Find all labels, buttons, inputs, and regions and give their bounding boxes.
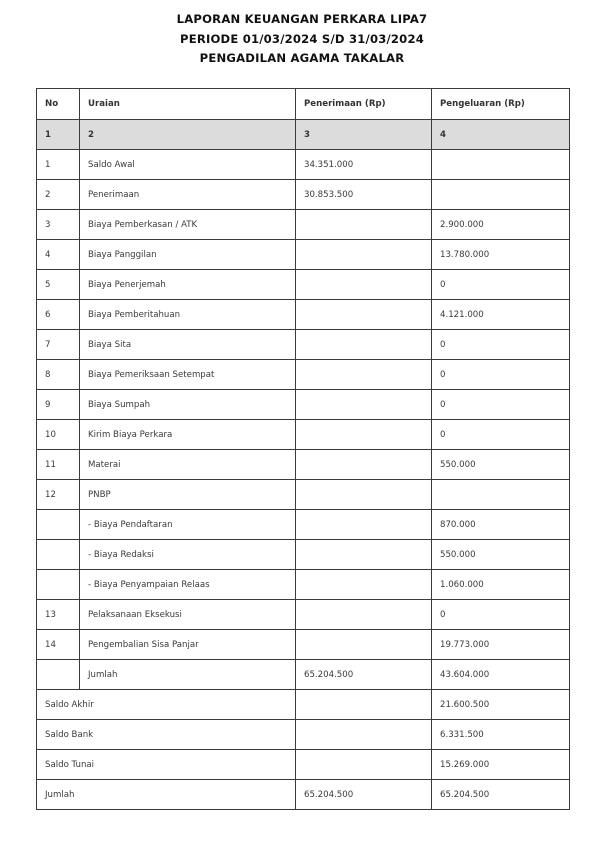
cell-penerimaan [296,360,432,390]
summary-penerimaan: 65.204.500 [296,780,432,810]
cell-uraian: Saldo Awal [80,150,296,180]
cell-no: 12 [37,480,80,510]
summary-row [37,720,570,750]
table-row [37,150,570,180]
index-2: 2 [80,120,296,150]
column-index-row [37,120,570,150]
report-period-line: PERIODE 01/03/2024 S/D 31/03/2024 [180,31,424,46]
cell-penerimaan [296,600,432,630]
cell-penerimaan [296,540,432,570]
table-row [37,630,570,660]
table-row [37,390,570,420]
cell-penerimaan [296,570,432,600]
cell-no [37,660,80,690]
table-row [37,510,570,540]
table-row [37,660,570,690]
summary-pengeluaran: 65.204.500 [432,780,570,810]
cell-no [37,540,80,570]
summary-pengeluaran: 15.269.000 [432,750,570,780]
cell-pengeluaran [432,480,570,510]
cell-no: 7 [37,330,80,360]
cell-uraian: Biaya Panggilan [80,240,296,270]
cell-no: 9 [37,390,80,420]
table-body [37,150,570,810]
summary-label: Saldo Akhir [37,690,296,720]
cell-uraian: Penerimaan [80,180,296,210]
table-row [37,600,570,630]
summary-pengeluaran: 21.600.500 [432,690,570,720]
cell-uraian: - Biaya Penyampaian Relaas [80,570,296,600]
table-row [37,420,570,450]
cell-uraian: Biaya Pemberkasan / ATK [80,210,296,240]
table-row [37,240,570,270]
report-title [0,10,604,69]
cell-pengeluaran: 870.000 [432,510,570,540]
cell-pengeluaran: 2.900.000 [432,210,570,240]
table-row [37,270,570,300]
cell-no: 5 [37,270,80,300]
table-row [37,330,570,360]
table-row [37,210,570,240]
cell-uraian: Pengembalian Sisa Panjar [80,630,296,660]
cell-penerimaan [296,330,432,360]
cell-no: 11 [37,450,80,480]
cell-uraian: Jumlah [80,660,296,690]
cell-pengeluaran: 13.780.000 [432,240,570,270]
cell-pengeluaran: 1.060.000 [432,570,570,600]
financial-report-table [36,88,570,810]
cell-pengeluaran: 43.604.000 [432,660,570,690]
cell-penerimaan: 65.204.500 [296,660,432,690]
cell-no: 6 [37,300,80,330]
cell-penerimaan: 30.853.500 [296,180,432,210]
cell-uraian: Pelaksanaan Eksekusi [80,600,296,630]
cell-no: 3 [37,210,80,240]
cell-uraian: - Biaya Redaksi [80,540,296,570]
cell-no: 4 [37,240,80,270]
cell-pengeluaran [432,150,570,180]
header-pengeluaran: Pengeluaran (Rp) [432,89,570,120]
cell-penerimaan [296,480,432,510]
table-row [37,300,570,330]
cell-pengeluaran: 19.773.000 [432,630,570,660]
header-penerimaan: Penerimaan (Rp) [296,89,432,120]
cell-uraian: Biaya Sita [80,330,296,360]
cell-penerimaan [296,390,432,420]
index-4: 4 [432,120,570,150]
cell-pengeluaran: 550.000 [432,450,570,480]
header-uraian: Uraian [80,89,296,120]
cell-pengeluaran: 0 [432,600,570,630]
summary-pengeluaran: 6.331.500 [432,720,570,750]
table-row [37,570,570,600]
cell-no [37,570,80,600]
header-no: No [37,89,80,120]
cell-no: 8 [37,360,80,390]
cell-pengeluaran: 4.121.000 [432,300,570,330]
cell-uraian: - Biaya Pendaftaran [80,510,296,540]
cell-penerimaan [296,300,432,330]
cell-pengeluaran: 0 [432,360,570,390]
cell-no [37,510,80,540]
table-row [37,450,570,480]
cell-no: 2 [37,180,80,210]
cell-no: 14 [37,630,80,660]
index-1: 1 [37,120,80,150]
summary-row [37,750,570,780]
summary-label: Saldo Bank [37,720,296,750]
cell-pengeluaran: 550.000 [432,540,570,570]
table-row [37,540,570,570]
cell-pengeluaran [432,180,570,210]
cell-no: 13 [37,600,80,630]
cell-penerimaan [296,420,432,450]
report-court-line: PENGADILAN AGAMA TAKALAR [199,51,405,65]
cell-pengeluaran: 0 [432,270,570,300]
cell-pengeluaran: 0 [432,420,570,450]
cell-penerimaan [296,630,432,660]
cell-uraian: Biaya Penerjemah [80,270,296,300]
cell-penerimaan [296,270,432,300]
summary-penerimaan [296,750,432,780]
cell-uraian: Materai [80,450,296,480]
summary-penerimaan [296,720,432,750]
cell-uraian: Biaya Pemeriksaan Setempat [80,360,296,390]
cell-no: 10 [37,420,80,450]
table-row [37,480,570,510]
summary-label: Saldo Tunai [37,750,296,780]
cell-penerimaan [296,240,432,270]
table-row [37,360,570,390]
cell-uraian: Biaya Pemberitahuan [80,300,296,330]
report-title-line: LAPORAN KEUANGAN PERKARA LIPA7 [176,12,428,26]
cell-no: 1 [37,150,80,180]
table-row [37,180,570,210]
cell-penerimaan [296,450,432,480]
cell-penerimaan: 34.351.000 [296,150,432,180]
summary-row [37,780,570,810]
cell-uraian: Biaya Sumpah [80,390,296,420]
summary-row [37,690,570,720]
summary-penerimaan [296,690,432,720]
cell-uraian: PNBP [80,480,296,510]
cell-penerimaan [296,510,432,540]
cell-penerimaan [296,210,432,240]
summary-label: Jumlah [37,780,296,810]
cell-pengeluaran: 0 [432,330,570,360]
table-header-row [37,89,570,120]
cell-uraian: Kirim Biaya Perkara [80,420,296,450]
index-3: 3 [296,120,432,150]
cell-pengeluaran: 0 [432,390,570,420]
